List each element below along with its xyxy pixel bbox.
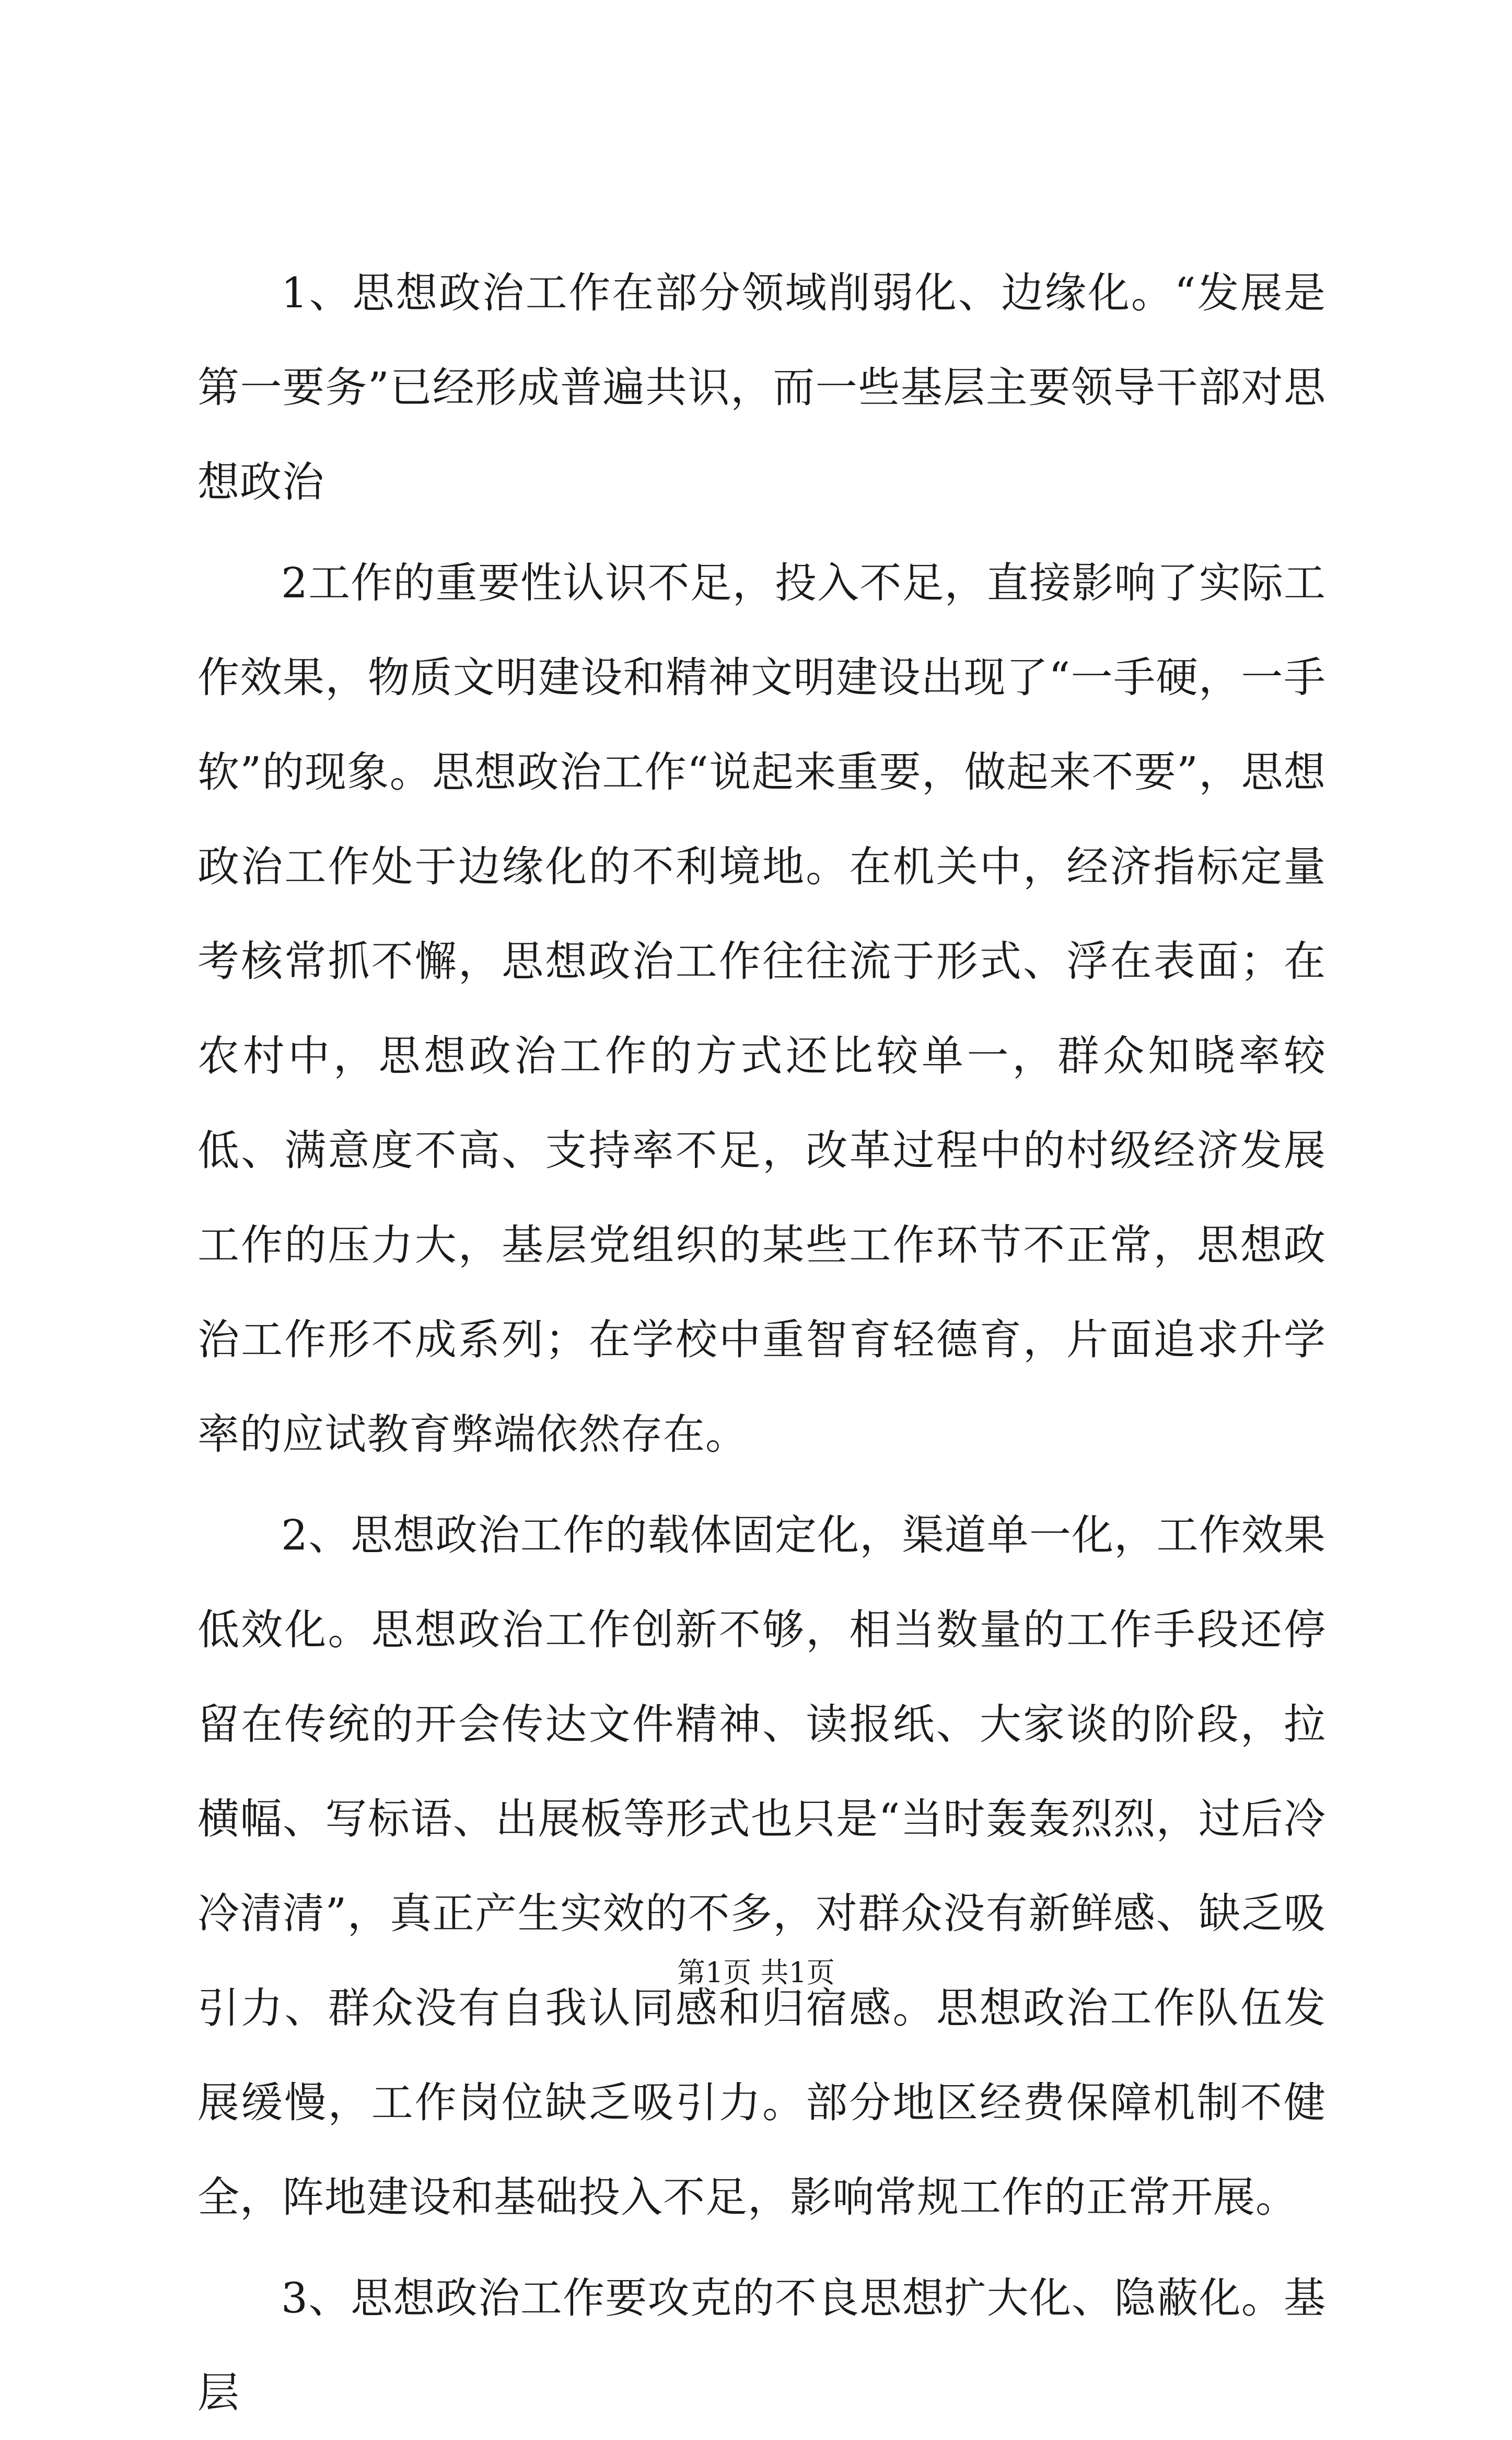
- paragraph-3: 2、思想政治工作的载体固定化，渠道单一化，工作效果低效化。思想政治工作创新不够，相当数量的工作手段还停留在传统的开会传达文件精神、读报纸、大家谈的阶段，拉横幅、写标语、出展板等形式也只是“当时轰轰烈烈，过后冷冷清清”，真正产生实效的不多，对群众没有新鲜感、缺乏吸引力、群众没有自我认同感和归宿感。思想政治工作队伍发展缓慢，工作岗位缺乏吸引力。部分地区经费保障机制不健全，阵地建设和基础投入不足，影响常规工作的正常开展。: [197, 1511, 1326, 2222]
- paragraph-4: 3、思想政治工作要攻克的不良思想扩大化、隐蔽化。基层: [197, 2274, 1326, 2417]
- paragraph-1: 1、思想政治工作在部分领域削弱化、边缘化。“发展是第一要务”已经形成普遍共识，而一些基层主要领导干部对思想政治: [197, 269, 1326, 506]
- page-number-label: 第1页 共1页: [677, 1956, 835, 1989]
- paragraph-2: 2工作的重要性认识不足，投入不足，直接影响了实际工作效果，物质文明建设和精神文明建设出现了“一手硬，一手软”的现象。思想政治工作“说起来重要，做起来不要”，思想政治工作处于边缘化的不利境地。在机关中，经济指标定量考核常抓不懈，思想政治工作往往流于形式、浮在表面；在农村中，思想政治工作的方式还比较单一，群众知晓率较低、满意度不高、支持率不足，改革过程中的村级经济发展工作的压力大，基层党组织的某些工作环节不正常，思想政治工作形不成系列；在学校中重智育轻德育，片面追求升学率的应试教育弊端依然存在。: [197, 559, 1326, 1459]
- page-footer: [0, 1955, 1512, 1991]
- document-body: [197, 246, 1326, 2440]
